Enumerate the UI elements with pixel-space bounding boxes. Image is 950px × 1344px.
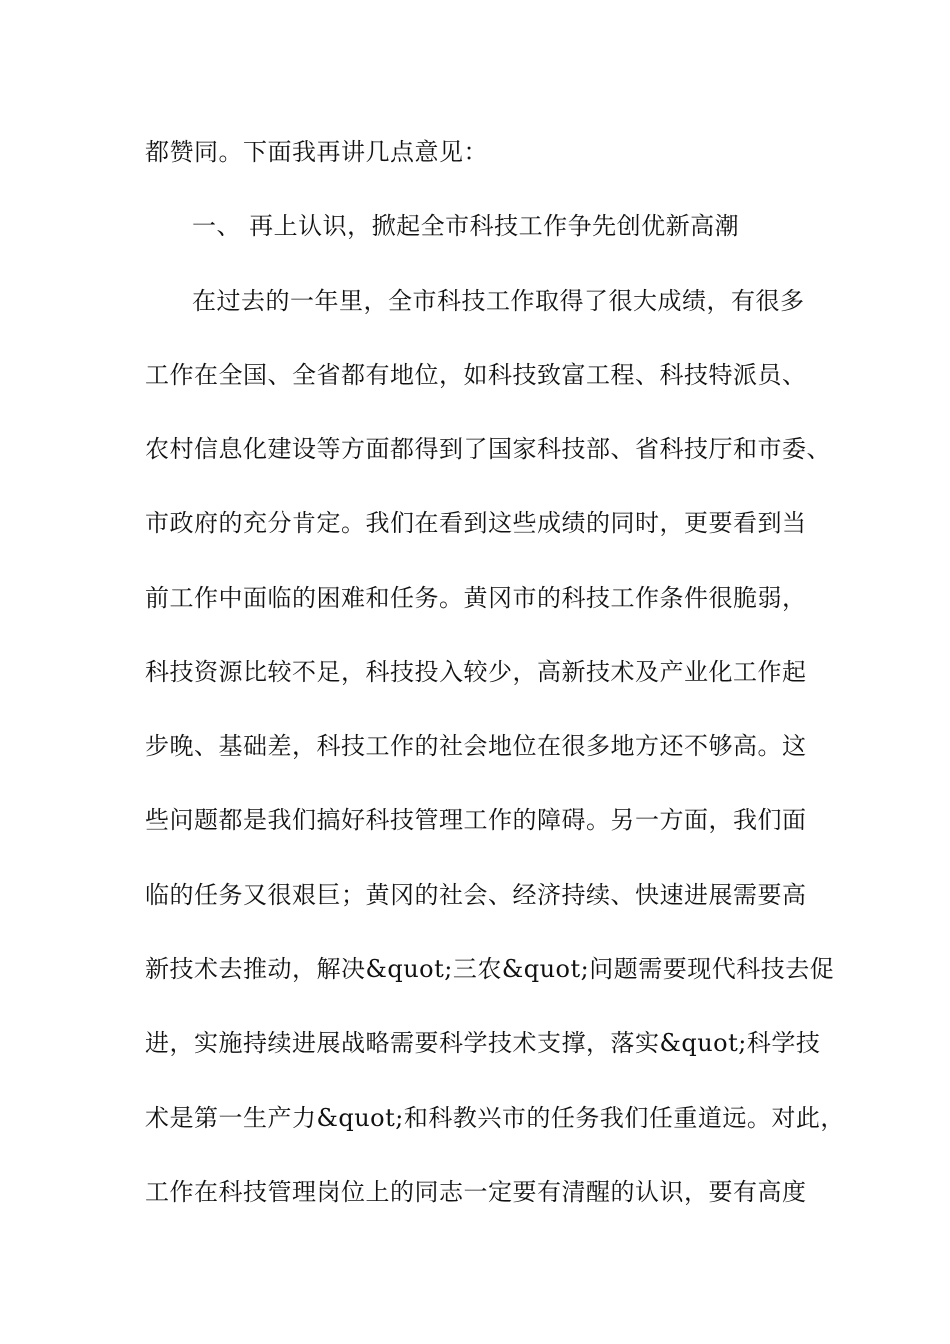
text-line-10: 些问题都是我们搞好科技管理工作的障碍。另一方面，我们面 <box>145 806 807 834</box>
text-line-6: 市政府的充分肯定。我们在看到这些成绩的同时，更要看到当 <box>145 509 807 537</box>
text-line-13: 进，实施持续进展战略需要科学技术支撑，落实&quot;科学技 <box>145 1029 821 1057</box>
text-line-11: 临的任务又很艰巨；黄冈的社会、经济持续、快速进展需要高 <box>145 881 807 909</box>
text-line-4: 工作在全国、全省都有地位，如科技致富工程、科技特派员、 <box>145 361 807 389</box>
text-line-3: 在过去的一年里，全市科技工作取得了很大成绩，有很多 <box>192 287 805 315</box>
text-line-9: 步晚、基础差，科技工作的社会地位在很多地方还不够高。这 <box>145 732 807 760</box>
text-line-8: 科技资源比较不足，科技投入较少，高新技术及产业化工作起 <box>145 658 807 686</box>
text-line-1: 都赞同。下面我再讲几点意见： <box>145 138 488 166</box>
text-line-12: 新技术去推动，解决&quot;三农&quot;问题需要现代科技去促 <box>145 955 835 983</box>
text-line-7: 前工作中面临的困难和任务。黄冈市的科技工作条件很脆弱， <box>145 584 807 612</box>
text-line-15: 工作在科技管理岗位上的同志一定要有清醒的认识，要有高度 <box>145 1178 807 1206</box>
text-line-5: 农村信息化建设等方面都得到了国家科技部、省科技厅和市委、 <box>145 435 831 463</box>
section-heading-1: 一、 再上认识，掀起全市科技工作争先创优新高潮 <box>192 212 740 240</box>
text-line-14: 术是第一生产力&quot;和科教兴市的任务我们任重道远。对此， <box>145 1104 845 1132</box>
